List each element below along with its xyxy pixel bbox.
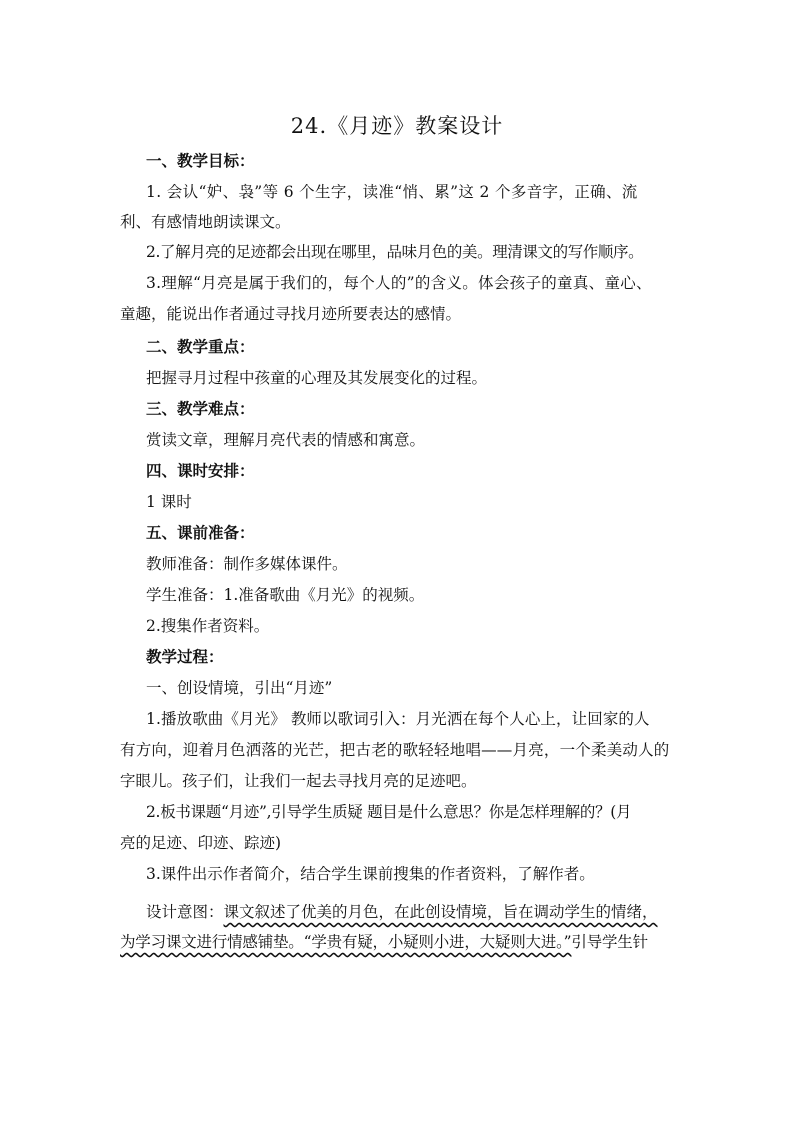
student-preparation-2: 2.搜集作者资料。 (146, 617, 270, 635)
teacher-preparation: 教师准备：制作多媒体课件。 (146, 555, 348, 573)
design-intent-label: 设计意图： (146, 903, 224, 921)
section-heading-preparation: 五、课前准备： (146, 523, 255, 542)
section-heading-key-points: 二、教学重点： (146, 337, 255, 356)
page-title: 24.《月迹》教案设计 (290, 114, 504, 138)
student-preparation: 学生准备：1.准备歌曲《月光》的视频。 (146, 586, 425, 604)
process-p1-line-1: 1.播放歌曲《月光》 教师以歌词引入：月光洒在每个人心上，让回家的人 (146, 710, 650, 728)
schedule-text: 1 课时 (146, 493, 192, 511)
process-step-1: 一、创设情境，引出“月迹” (146, 679, 333, 697)
process-p2-line-2: 亮的足迹、印迹、踪迹) (120, 834, 282, 852)
objective-1-line-2: 利、有感情地朗读课文。 (120, 213, 291, 231)
difficulties-text: 赏读文章，理解月亮代表的情感和寓意。 (146, 431, 426, 449)
section-heading-objectives: 一、教学目标： (146, 151, 255, 170)
key-points-text: 把握寻月过程中孩童的心理及其发展变化的过程。 (146, 369, 488, 387)
section-heading-difficulties: 三、教学难点： (146, 399, 255, 418)
process-p3: 3.课件出示作者简介，结合学生课前搜集的作者资料，了解作者。 (146, 865, 595, 883)
objective-3-line-1: 3.理解“月亮是属于我们的，每个人的”的含义。体会孩子的童真、童心、 (146, 274, 652, 292)
design-intent-text-3: 引导学生针 (571, 933, 648, 951)
design-intent-text-1: 课文叙述了优美的月色，在此创设情境，旨在调动学生的情绪， (223, 903, 658, 921)
design-intent-line-1 (146, 901, 706, 923)
section-heading-schedule: 四、课时安排： (146, 461, 255, 480)
process-p2-line-1: 2.板书课题“月迹”,引导学生质疑 题目是什么意思？你是怎样理解的？(月 (146, 803, 632, 821)
objective-1-line-1: 1. 会认“妒、袅”等 6 个生字，读准“悄、累”这 2 个多音字，正确、流 (146, 183, 638, 201)
objective-3-line-2: 童趣，能说出作者通过寻找月迹所要表达的感情。 (120, 305, 462, 323)
process-p1-line-2: 有方向，迎着月色洒落的光芒，把古老的歌轻轻地唱——月亮，一个柔美动人的 (120, 741, 670, 759)
design-intent-text-2: 为学习课文进行情感铺垫。“学贵有疑，小疑则小进，大疑则大进。” (120, 933, 572, 951)
design-intent-line-2 (120, 931, 680, 953)
process-p1-line-3: 字眼儿。孩子们，让我们一起去寻找月亮的足迹吧。 (120, 772, 477, 790)
objective-2: 2.了解月亮的足迹都会出现在哪里，品味月色的美。理清课文的写作顺序。 (146, 243, 644, 261)
section-heading-process: 教学过程： (146, 647, 224, 666)
